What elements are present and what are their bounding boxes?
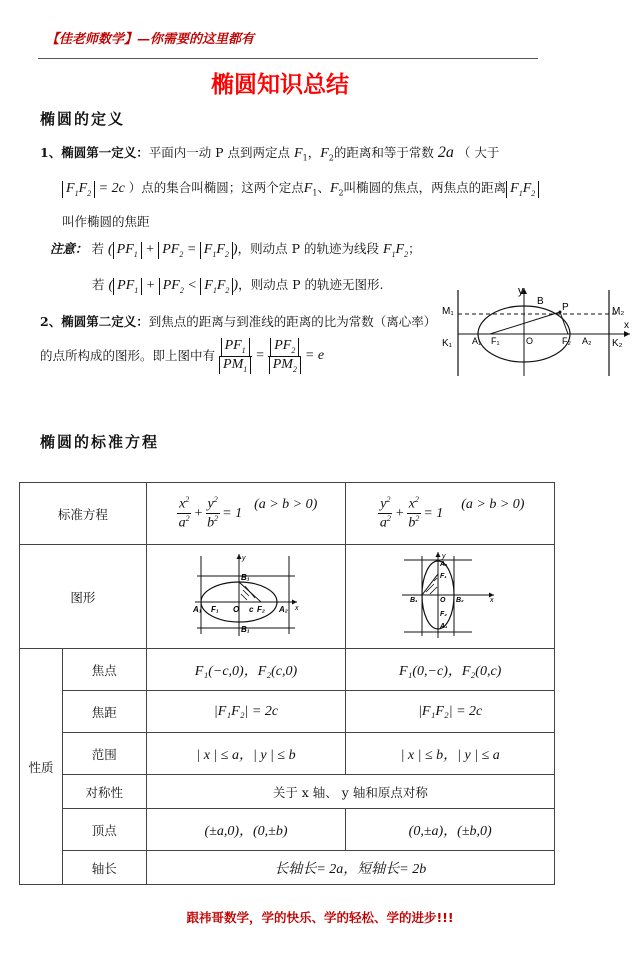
vertices-vertical: (0,±a)，(±b,0) (346, 809, 555, 851)
table-row (20, 733, 555, 775)
svg-text:B₁: B₁ (410, 597, 418, 604)
page-title: 椭圆知识总结 (211, 72, 349, 98)
row-label-focal-distance: 焦距 (62, 691, 146, 733)
svg-text:B₁: B₁ (240, 573, 250, 582)
svg-text:A₁: A₁ (192, 605, 202, 614)
axes-value: 长轴长= 2a，短轴长= 2b (146, 851, 554, 885)
first-definition-line3: 叫作椭圆的焦距 (62, 214, 150, 229)
equation-horizontal: $\frac{x^2}{a^2}$ + $\frac{y^2}{b^2}$ = 1 (a > b > 0) (146, 483, 346, 545)
second-definition-line1: 2、椭圆第二定义：到焦点的距离与到准线的距离的比为常数（离心率） (40, 314, 437, 329)
svg-text:O: O (440, 597, 446, 604)
row-label-axes: 轴长 (62, 851, 146, 885)
row-label-vertices: 顶点 (62, 809, 146, 851)
header-divider (38, 58, 538, 59)
fig1-label-f1: F₁ (491, 336, 500, 346)
table-row (20, 809, 555, 851)
foci-horizontal: F₁(−c,0)，F₂(c,0) (146, 649, 346, 691)
table-row (20, 483, 555, 545)
standard-equation-table (19, 482, 555, 885)
fig1-label-a1: A₁ (472, 336, 482, 346)
foci-vertical: F₁(0,−c)，F₂(0,c) (346, 649, 555, 691)
footer-slogan: 跟祎哥数学，学的快乐、学的轻松、学的进步!!! (186, 910, 454, 925)
symmetry-value: 关于 x 轴、 y 轴和原点对称 (146, 775, 554, 809)
svg-text:F₁: F₁ (440, 573, 447, 580)
focal-distance-vertical: |F₁F₂| = 2c (346, 691, 555, 733)
svg-text:x: x (294, 605, 299, 612)
note-line1: 注意： 若 ( $PF_1 + PF_2 = F_1F_2$ )，则动点 P 的轨迹为线段 $F_1F_2$； (50, 241, 421, 259)
table-row (20, 851, 555, 885)
fig1-label-m1: M₁ (442, 306, 454, 317)
vertices-horizontal: (±a,0)，(0,±b) (146, 809, 346, 851)
fig1-label-m2: M₂ (612, 306, 625, 317)
svg-text:O: O (232, 605, 240, 614)
fig1-label-a2: A₂ (582, 336, 592, 346)
range-horizontal: | x | ≤ a，| y | ≤ b (146, 733, 346, 775)
svg-text:A₂: A₂ (278, 605, 288, 614)
table-row (20, 775, 555, 809)
table-row (20, 691, 555, 733)
svg-text:A₁: A₁ (440, 623, 448, 630)
fig1-label-p: P (562, 302, 569, 313)
svg-text:B₂: B₂ (456, 597, 464, 604)
header-tag: 【佳老师数学】—你需要的这里都有 (46, 32, 255, 47)
first-definition-line2: $F_1F_2 = 2c$ ）点的集合叫椭圆；这两个定点$F_1$、$F_2$叫椭圆的焦点，两焦点的距离 $F_1F_2$ (62, 181, 539, 198)
graph-horizontal (146, 545, 346, 649)
fig1-label-x: x (624, 320, 629, 331)
row-label-range: 范围 (62, 733, 146, 775)
note-line2: 若 ( $PF_1 + PF_2 < F_1F_2$ )，则动点 P 的轨迹无图形. (92, 277, 384, 295)
fig1-label-k1: K₁ (442, 338, 453, 349)
svg-text:B₁: B₁ (240, 625, 250, 634)
focal-distance-horizontal: |F₁F₂| = 2c (146, 691, 346, 733)
first-definition-line1: 1、椭圆第一定义：平面内一动 P 点到两定点 $F_1$，$F_2$的距离和等于常数 2a （ 大于 (40, 144, 500, 163)
svg-text:y: y (442, 553, 446, 560)
graph-vertical (346, 545, 555, 649)
fig1-label-f2: F₂ (562, 336, 571, 346)
svg-text:A₁: A₁ (440, 561, 448, 568)
svg-text:F₂: F₂ (256, 605, 265, 614)
definition-heading: 椭圆的定义 (40, 110, 126, 128)
standard-heading: 椭圆的标准方程 (40, 433, 160, 451)
equation-vertical: $\frac{y^2}{a^2}$ + $\frac{x^2}{b^2}$ = 1 (a > b > 0) (346, 483, 555, 545)
horizontal-ellipse-graph (191, 552, 301, 638)
svg-text:x: x (490, 597, 494, 604)
fig1-label-y: y (518, 285, 524, 297)
table-row (20, 545, 555, 649)
row-label-foci: 焦点 (62, 649, 146, 691)
fig1-label-b: B (537, 296, 544, 307)
svg-text:y: y (241, 555, 246, 562)
ellipse-definition-figure (438, 284, 638, 380)
range-vertical: | x | ≤ b，| y | ≤ a (346, 733, 555, 775)
vertical-ellipse-graph (400, 550, 500, 640)
row-label-symmetry: 对称性 (62, 775, 146, 809)
svg-text:F₂: F₂ (440, 611, 448, 618)
row-label-graph: 图形 (20, 545, 147, 649)
fig1-label-k2: K₂ (612, 338, 623, 349)
row-label-equation: 标准方程 (20, 483, 147, 545)
row-label-properties: 性质 (20, 649, 63, 885)
second-definition-line2: 的点所构成的图形。即上图中有 $\frac{PF_1}{PM_1}$ = $\frac{PF_2}{PM_2}$ = e (40, 338, 325, 374)
svg-text:c: c (248, 605, 254, 614)
fig1-label-o: O (526, 336, 534, 346)
svg-text:F₁: F₁ (210, 605, 219, 614)
table-row (20, 649, 555, 691)
